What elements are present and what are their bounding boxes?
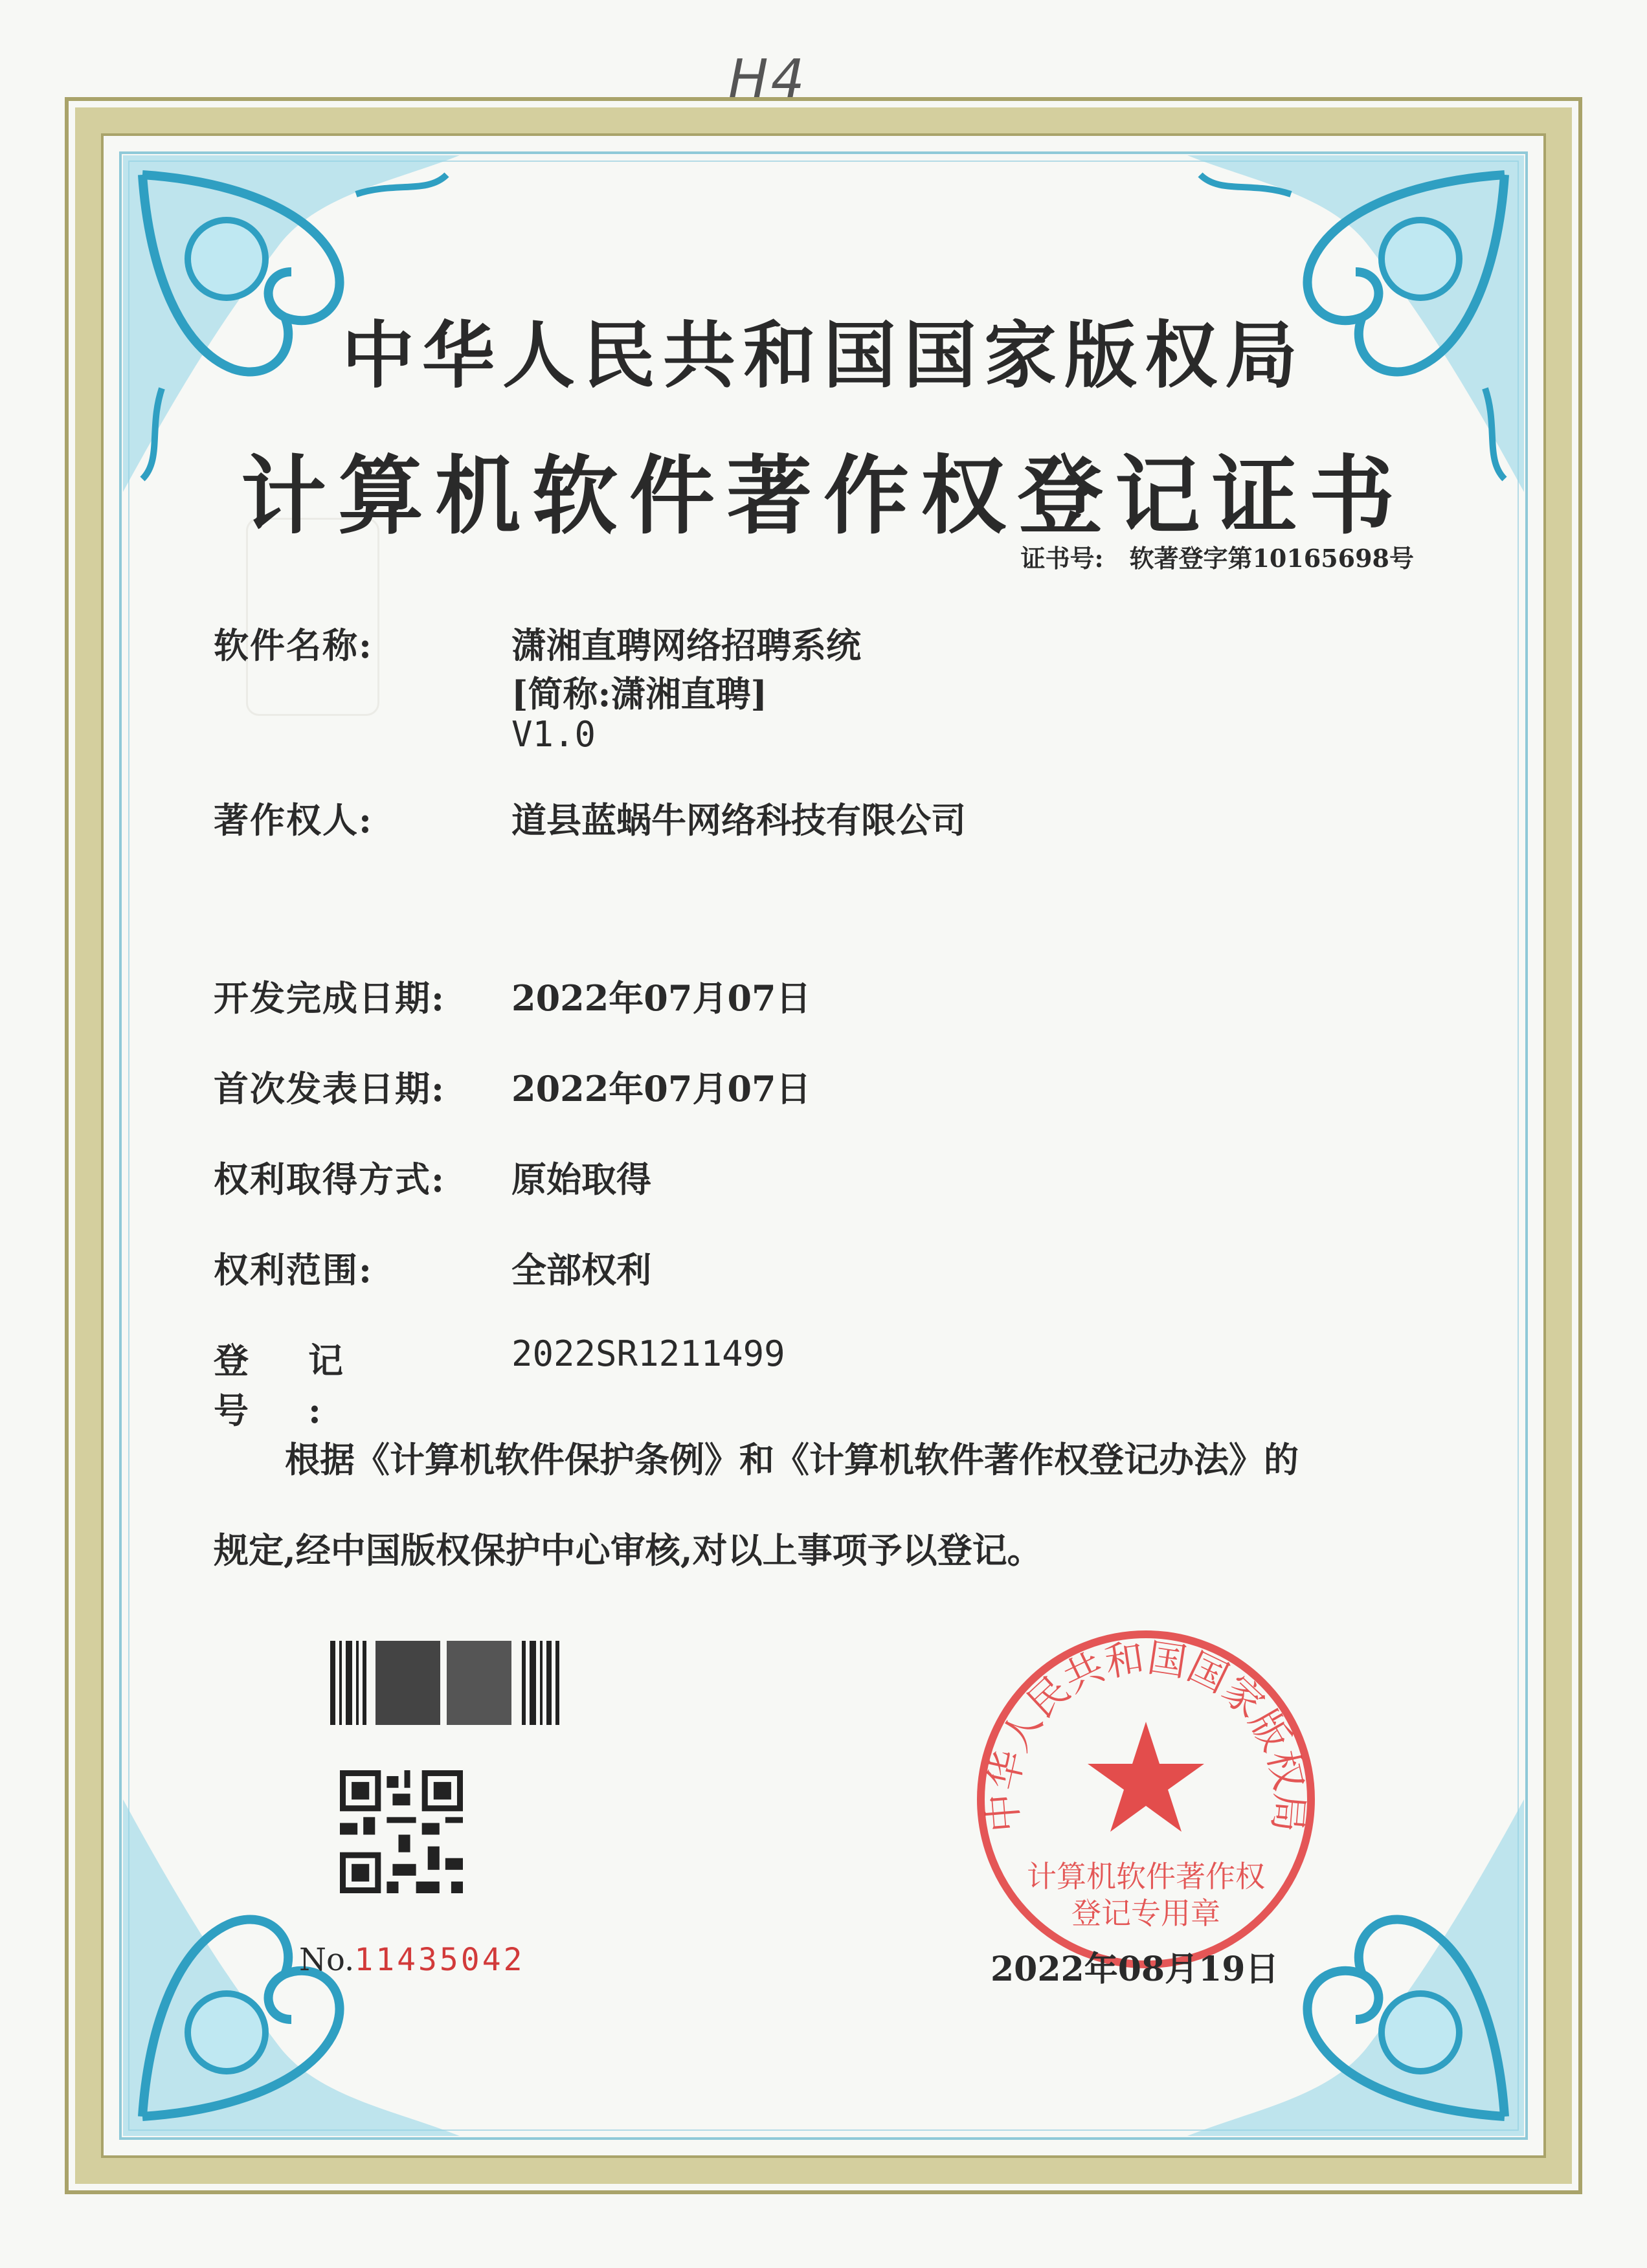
copyright-holder-value: 道县蓝蜗牛网络科技有限公司 <box>511 799 966 841</box>
software-name-field <box>214 618 511 668</box>
rights-acquisition-field <box>214 1152 511 1202</box>
seal-outer-text: 中华人民共和国国家版权局 <box>980 1635 1312 1834</box>
rights-scope-value: 全部权利 <box>511 1249 651 1291</box>
official-seal <box>971 1625 1321 1974</box>
copyright-holder-label: 著作权人: <box>214 799 373 841</box>
serial-value: 11435042 <box>354 1942 525 1978</box>
first-publish-date-field <box>214 1062 511 1111</box>
registration-no-label: 登记号: <box>214 1340 403 1431</box>
serial-prefix: No. <box>299 1942 355 1978</box>
copyright-holder-field <box>214 793 511 843</box>
barcode <box>330 1641 563 1725</box>
software-name-label: 软件名称: <box>214 625 373 666</box>
issue-date: 2022年08月19日 <box>991 1950 1279 1989</box>
software-name-value: 潇湘直聘网络招聘系统 <box>511 625 861 666</box>
serial-number <box>299 1942 525 1978</box>
certificate-number-value: 软著登字第10165698号 <box>1129 544 1414 573</box>
handwritten-mark: H4 <box>728 49 807 110</box>
dev-complete-date-field <box>214 971 511 1021</box>
registration-no-value: 2022SR1211499 <box>511 1333 785 1374</box>
rights-scope-field <box>214 1243 511 1293</box>
software-version: V1.0 <box>511 714 596 755</box>
statement-line-2: 规定,经中国版权保护中心审核,对以上事项予以登记。 <box>214 1529 1042 1571</box>
certificate-number <box>1020 539 1414 574</box>
seal-inner-line-1: 计算机软件著作权 <box>1027 1859 1265 1894</box>
rights-acquisition-label: 权利取得方式: <box>214 1159 445 1200</box>
qr-code <box>340 1770 463 1893</box>
certificate-number-label: 证书号: <box>1020 544 1104 573</box>
seal-inner-line-2: 登记专用章 <box>1071 1896 1220 1931</box>
dev-complete-date-label: 开发完成日期: <box>214 977 445 1019</box>
dev-complete-date-value: 2022年07月07日 <box>511 977 811 1019</box>
rights-acquisition-value: 原始取得 <box>511 1159 651 1200</box>
issuing-authority: 中华人民共和国国家版权局 <box>342 313 1305 398</box>
first-publish-date-label: 首次发表日期: <box>214 1068 445 1109</box>
certificate-title: 计算机软件著作权登记证书 <box>241 446 1406 546</box>
rights-scope-label: 权利范围: <box>214 1249 373 1291</box>
statement-line-1: 根据《计算机软件保护条例》和《计算机软件著作权登记办法》的 <box>285 1439 1299 1480</box>
software-short-name: [简称:潇湘直聘] <box>511 673 768 715</box>
first-publish-date-value: 2022年07月07日 <box>511 1068 811 1109</box>
